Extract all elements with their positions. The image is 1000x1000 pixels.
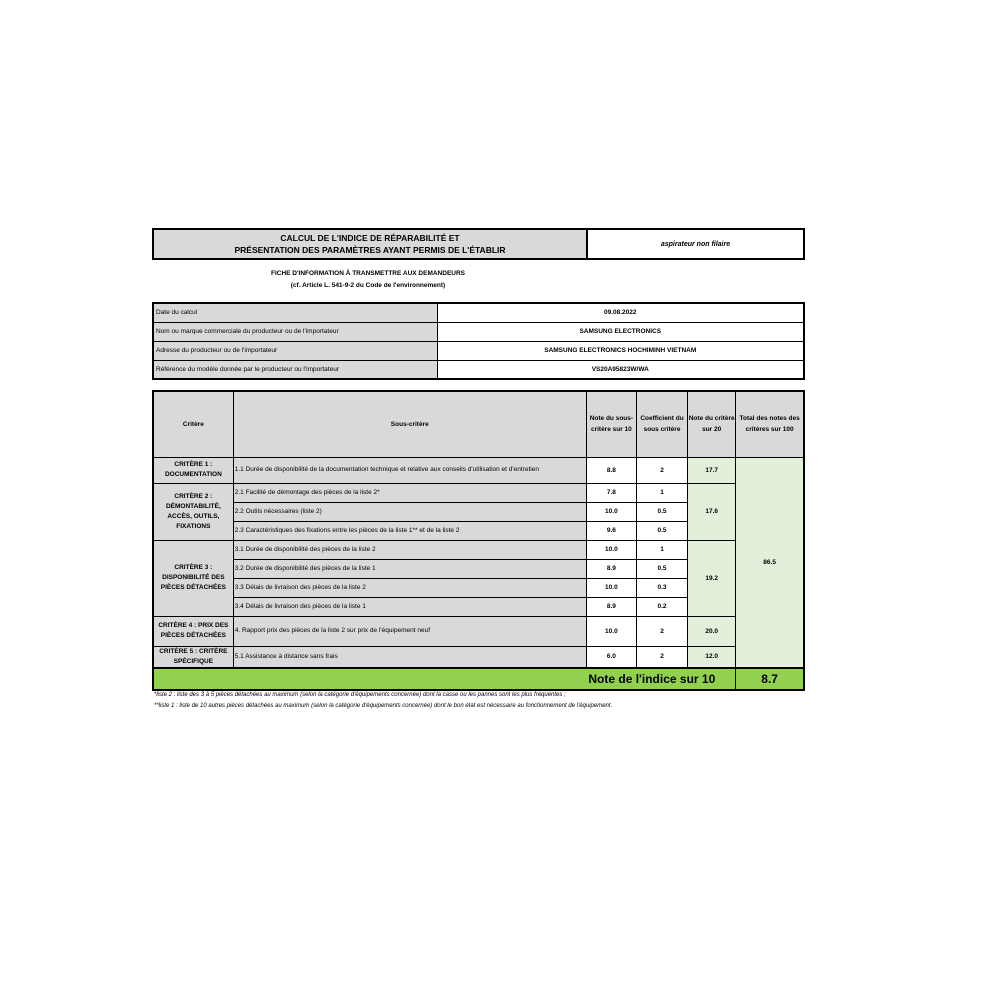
- sous-critere-coef: 2: [636, 457, 687, 483]
- sous-critere-note: 10.0: [586, 616, 636, 646]
- critere-1-note: 17.7: [688, 457, 736, 483]
- sous-critere-label: 2.1 Facilité de démontage des pièces de la liste 2*: [233, 483, 586, 502]
- sous-critere-coef: 0.5: [636, 559, 687, 578]
- info-label: Adresse du producteur ou de l'importateur: [153, 341, 437, 360]
- sous-critere-label: 3.1 Durée de disponibilité des pièces de la liste 2: [233, 540, 586, 559]
- title-line-2: PRÉSENTATION DES PARAMÈTRES AYANT PERMIS DE L'ÉTABLIR: [234, 245, 506, 255]
- sous-critere-label: 1.1 Durée de disponibilité de la documentation technique et relative aux conseils d'utilisation et d'entretien: [233, 457, 586, 483]
- header-total: Total des notes des critères sur 100: [736, 391, 804, 457]
- sous-critere-coef: 0.5: [636, 502, 687, 521]
- table-row: [153, 616, 804, 646]
- header-critere: Critère: [153, 391, 233, 457]
- critere-3-note: 19.2: [688, 540, 736, 616]
- sous-critere-label: 4. Rapport prix des pièces de la liste 2 sur prix de l'équipement neuf: [233, 616, 586, 646]
- critere-5-note: 12.0: [688, 646, 736, 668]
- sous-critere-label: 3.3 Délais de livraison des pièces de la liste 2: [233, 578, 586, 597]
- info-label: Référence du modèle donnée par le producteur ou l'importateur: [153, 360, 437, 379]
- sous-critere-label: 2.3 Caractéristiques des fixations entre les pièces de la liste 1** et de la liste 2: [233, 521, 586, 540]
- sous-critere-note: 7.8: [586, 483, 636, 502]
- critere-4-label: CRITÈRE 4 : PRIX DES PIÈCES DÉTACHÉES: [153, 616, 233, 646]
- fiche-line-1: FICHE D'INFORMATION À TRANSMETTRE AUX DEMANDEURS: [270, 270, 465, 277]
- document-title: [154, 230, 588, 258]
- sous-critere-coef: 2: [636, 616, 687, 646]
- info-row-address: [153, 341, 804, 360]
- final-score-row: [153, 668, 804, 690]
- info-value: SAMSUNG ELECTRONICS: [437, 322, 804, 341]
- table-row: [153, 483, 804, 502]
- info-row-reference: [153, 360, 804, 379]
- sous-critere-coef: 0.5: [636, 521, 687, 540]
- info-value: SAMSUNG ELECTRONICS HOCHIMINH VIETNAM: [437, 341, 804, 360]
- critere-2-label: CRITÈRE 2 : DÉMONTABILITÉ, ACCÈS, OUTILS, FIXATIONS: [153, 483, 233, 540]
- sous-critere-note: 8.8: [586, 457, 636, 483]
- critere-4-note: 20.0: [688, 616, 736, 646]
- critere-2-note: 17.6: [688, 483, 736, 540]
- fiche-information: [152, 268, 584, 292]
- sous-critere-label: 2.2 Outils nécessaires (liste 2): [233, 502, 586, 521]
- table-row: [153, 646, 804, 668]
- info-value: VS20A95823W/WA: [437, 360, 804, 379]
- sous-critere-label: 3.4 Délais de livraison des pièces de la liste 1: [233, 597, 586, 616]
- sous-critere-note: 9.6: [586, 521, 636, 540]
- sous-critere-coef: 0.3: [636, 578, 687, 597]
- footnote-liste-2: *liste 2 : liste des 3 à 5 pièces détachées au maximum (selon la catégorie d'équipements concernée) dont la casse ou les pannes sont les plus fréquentes ;: [154, 692, 566, 698]
- sous-critere-note: 6.0: [586, 646, 636, 668]
- critere-3-label: CRITÈRE 3 : DISPONIBILITÉ DES PIÈCES DÉTACHÉES: [153, 540, 233, 616]
- sous-critere-coef: 1: [636, 483, 687, 502]
- title-line-1: CALCUL DE L'INDICE DE RÉPARABILITÉ ET: [280, 233, 460, 243]
- sous-critere-coef: 1: [636, 540, 687, 559]
- info-table: [152, 302, 805, 380]
- table-row: [153, 457, 804, 483]
- product-type: aspirateur non filaire: [660, 240, 731, 248]
- sous-critere-note: 8.9: [586, 559, 636, 578]
- footnotes: [154, 690, 854, 712]
- score-table: [152, 390, 805, 691]
- final-score-value: 8.7: [736, 668, 804, 690]
- sous-critere-note: 10.0: [586, 578, 636, 597]
- sous-critere-note: 10.0: [586, 540, 636, 559]
- final-score-label: Note de l'indice sur 10: [153, 668, 736, 690]
- table-header-row: [153, 391, 804, 457]
- header-coefficient: Coefficient du sous critère: [636, 391, 687, 457]
- critere-5-label: CRITÈRE 5 : CRITÈRE SPÉCIFIQUE: [153, 646, 233, 668]
- header-sous-critere: Sous-critère: [233, 391, 586, 457]
- critere-1-label: CRITÈRE 1 : DOCUMENTATION: [153, 457, 233, 483]
- info-row-date: [153, 303, 804, 322]
- info-label: Date du calcul: [153, 303, 437, 322]
- sous-critere-label: 5.1 Assistance à distance sans frais: [233, 646, 586, 668]
- total-score: 86.5: [736, 457, 804, 668]
- sous-critere-coef: 2: [636, 646, 687, 668]
- footnote-liste-1: **liste 1 : liste de 10 autres pièces détachées au maximum (selon la catégorie d'équipements concernée) dont le bon état est nécessaire au fonctionnement de l'équipement.: [154, 703, 613, 709]
- sous-critere-label: 3.2 Durée de disponibilité des pièces de la liste 1: [233, 559, 586, 578]
- header-note-sous-critere: Note du sous-critère sur 10: [586, 391, 636, 457]
- document-header: [152, 228, 805, 260]
- header-note-critere: Note du critère sur 20: [688, 391, 736, 457]
- info-row-brand: [153, 322, 804, 341]
- sous-critere-note: 8.9: [586, 597, 636, 616]
- table-row: [153, 540, 804, 559]
- sous-critere-coef: 0.2: [636, 597, 687, 616]
- info-value: 09.08.2022: [437, 303, 804, 322]
- sous-critere-note: 10.0: [586, 502, 636, 521]
- info-label: Nom ou marque commerciale du producteur ou de l'importateur: [153, 322, 437, 341]
- fiche-line-2: (cf. Article L. 541-9-2 du Code de l'environnement): [290, 282, 446, 289]
